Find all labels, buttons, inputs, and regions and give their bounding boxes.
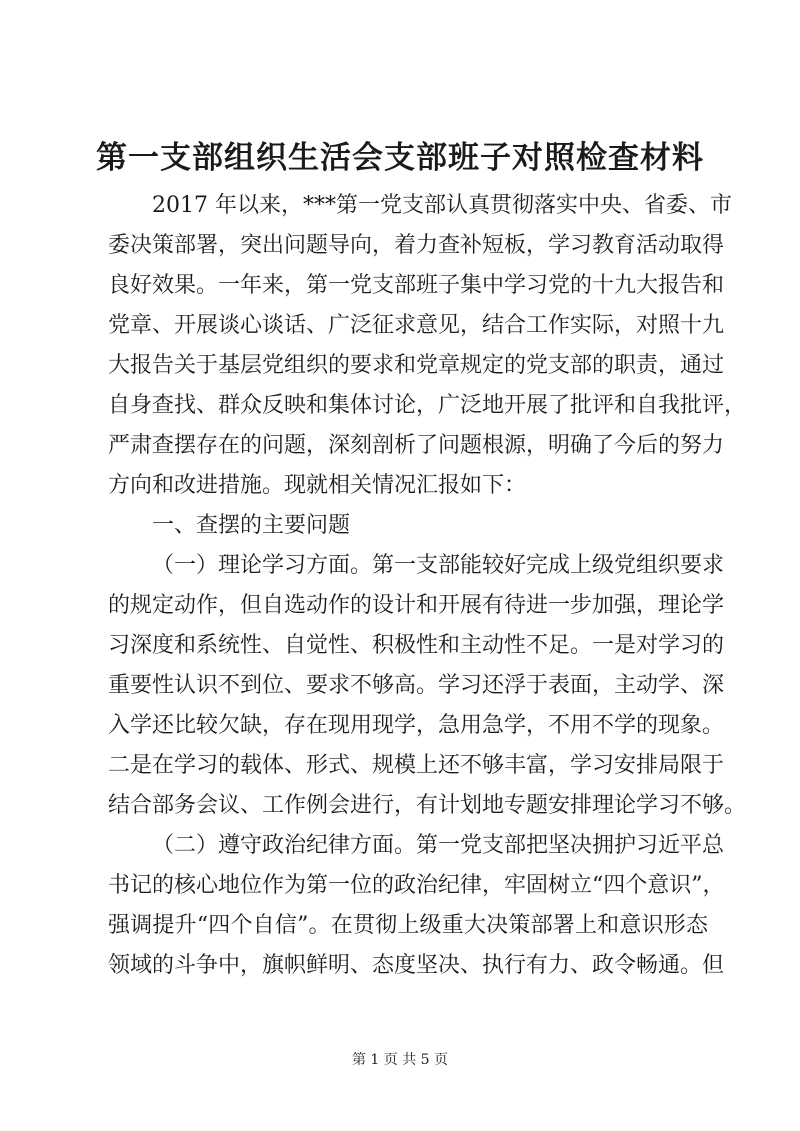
paragraph-line: 重要性认识不到位、要求不够高。学习还浮于表面，主动学、深 (108, 673, 725, 698)
paragraph-line: 严肃查摆存在的问题，深刻剖析了问题根源，明确了今后的努力 (108, 433, 725, 458)
page-footer: 第 1 页 共 5 页 (351, 1052, 449, 1068)
paragraph-line: 强调提升“四个自信”。在贯彻上级重大决策部署上和意识形态 (108, 913, 708, 938)
section-heading: 一、查摆的主要问题 (152, 513, 351, 538)
paragraph-line: 结合部务会议、工作例会进行，有计划地专题安排理论学习不够。 (108, 793, 747, 818)
paragraph-line: 二是在学习的载体、形式、规模上还不够丰富，学习安排局限于 (108, 753, 725, 778)
paragraph-line: （二）遵守政治纪律方面。第一党支部把坚决拥护习近平总 (152, 833, 725, 858)
paragraph-line: 委决策部署，突出问题导向，着力查补短板，学习教育活动取得 (108, 233, 725, 258)
paragraph-line: 2017 年以来，***第一党支部认真贯彻落实中央、省委、市 (152, 193, 732, 218)
paragraph-line: 良好效果。一年来，第一党支部班子集中学习党的十九大报告和 (108, 273, 725, 298)
paragraph-line: 党章、开展谈心谈话、广泛征求意见，结合工作实际，对照十九 (108, 313, 725, 338)
paragraph-line: 领域的斗争中，旗帜鲜明、态度坚决、执行有力、政令畅通。但 (108, 953, 725, 978)
paragraph-line: 书记的核心地位作为第一位的政治纪律，牢固树立“四个意识”， (108, 873, 725, 898)
paragraph-line: 的规定动作，但自选动作的设计和开展有待进一步加强，理论学 (108, 593, 725, 618)
paragraph-line: 入学还比较欠缺，存在现用现学，急用急学，不用不学的现象。 (108, 713, 725, 738)
document-title: 第一支部组织生活会支部班子对照检查材料 (96, 140, 704, 176)
paragraph-line: 习深度和系统性、自觉性、积极性和主动性不足。一是对学习的 (108, 633, 725, 658)
paragraph-line: （一）理论学习方面。第一支部能较好完成上级党组织要求 (152, 553, 725, 578)
paragraph-line: 自身查找、群众反映和集体讨论，广泛地开展了批评和自我批评， (108, 393, 747, 418)
paragraph-line: 大报告关于基层党组织的要求和党章规定的党支部的职责，通过 (108, 353, 725, 378)
document-body (108, 186, 747, 986)
paragraph-line: 方向和改进措施。现就相关情况汇报如下： (108, 473, 527, 498)
